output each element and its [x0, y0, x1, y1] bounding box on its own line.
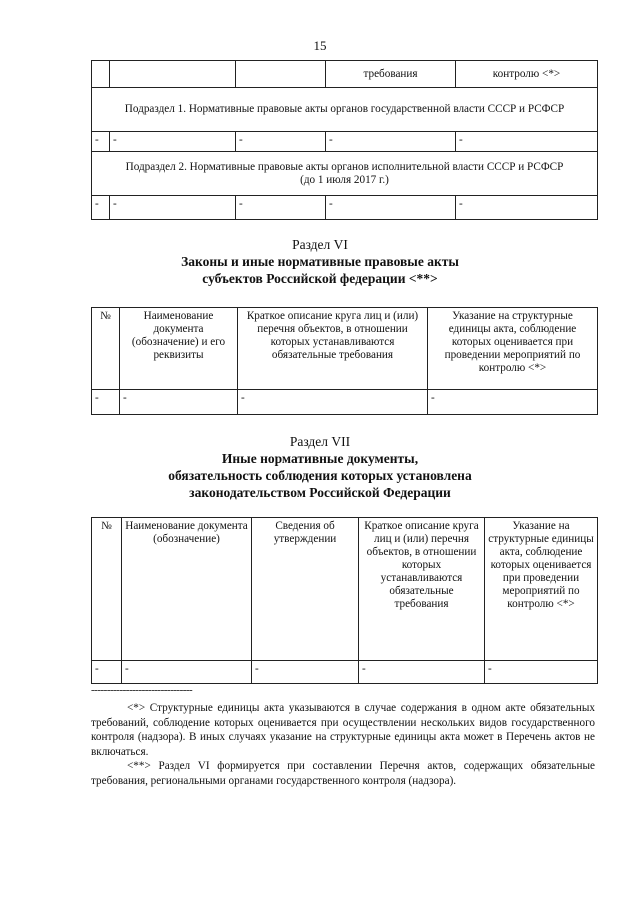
column-header: Наименование документа (обозначение) и его реквизиты — [120, 308, 238, 390]
table-cell: - — [236, 196, 326, 220]
footnote-2: <**> Раздел VI формируется при составлении Перечня актов, содержащих обязательные требования, региональными органами государственного контроля (надзора). — [91, 760, 595, 787]
section6-label: Раздел VI — [292, 237, 348, 252]
table-cell: контролю <*> — [456, 61, 598, 88]
footnotes — [91, 701, 595, 789]
section5-table — [91, 60, 598, 220]
footnote-separator: -------------------------------- — [91, 684, 193, 696]
table-cell: - — [456, 196, 598, 220]
subsection-row — [92, 88, 598, 132]
section7-title-line2: обязательность соблюдения которых установлена — [168, 468, 472, 483]
table-cell: - — [92, 390, 120, 415]
subsection1-title: Подраздел 1. Нормативные правовые акты органов государственной власти СССР и РСФСР — [92, 88, 598, 132]
table-header-row — [92, 518, 598, 661]
section7-label: Раздел VII — [289, 434, 351, 449]
table-cell: - — [92, 132, 110, 152]
table-cell: - — [110, 196, 236, 220]
table-cell: - — [92, 196, 110, 220]
section7-title-line3: законодательством Российской Федерации — [189, 485, 451, 500]
section6-title-line2: субъектов Российской федерации <**> — [202, 271, 438, 286]
column-header: Сведения об утверждении — [252, 518, 359, 661]
table-cell: - — [485, 661, 598, 684]
table-cell: - — [238, 390, 428, 415]
section7-table — [91, 517, 598, 684]
section6-table — [91, 307, 598, 415]
column-header: Указание на структурные единицы акта, соблюдение которых оценивается при проведении мероприятий по контролю <*> — [485, 518, 598, 661]
table-cell: - — [428, 390, 598, 415]
table-cell: - — [92, 661, 122, 684]
column-header: Указание на структурные единицы акта, соблюдение которых оценивается при проведении мероприятий по контролю <*> — [428, 308, 598, 390]
table-row — [92, 390, 598, 415]
table-cell: - — [110, 132, 236, 152]
table-cell: - — [252, 661, 359, 684]
table-cell — [92, 61, 110, 88]
table-cell: - — [120, 390, 238, 415]
table-header-row — [92, 308, 598, 390]
subsection2-title: Подраздел 2. Нормативные правовые акты органов исполнительной власти СССР и РСФСР (до 1 июля 2017 г.) — [92, 152, 598, 196]
table-cell: - — [326, 132, 456, 152]
table-cell: - — [122, 661, 252, 684]
section6-heading — [0, 236, 640, 287]
section7-heading — [0, 433, 640, 501]
column-header: № — [92, 518, 122, 661]
table-cell: - — [359, 661, 485, 684]
table-cell — [236, 61, 326, 88]
page-number: 15 — [313, 38, 327, 53]
column-header: Краткое описание круга лиц и (или) перечня объектов, в отношении которых устанавливаются обязательные требования — [238, 308, 428, 390]
table-row — [92, 661, 598, 684]
footnote-1: <*> Структурные единицы акта указываются в случае содержания в одном акте обязательных требований, соблюдение которых оценивается при осуществлении нескольких видов государственного контроля (надзора). В иных случаях указание на структурные единицы акта может в Перечень актов не включаться. — [91, 702, 595, 758]
table-cell: - — [456, 132, 598, 152]
table-cell: - — [326, 196, 456, 220]
table-cell — [110, 61, 236, 88]
section6-title-line1: Законы и иные нормативные правовые акты — [181, 254, 459, 269]
table-row — [92, 196, 598, 220]
column-header: Наименование документа (обозначение) — [122, 518, 252, 661]
column-header: Краткое описание круга лиц и (или) перечня объектов, в отношении которых устанавливаются обязательные требования — [359, 518, 485, 661]
subsection-row — [92, 152, 598, 196]
table-row — [92, 61, 598, 88]
table-cell: - — [236, 132, 326, 152]
table-row — [92, 132, 598, 152]
column-header: № — [92, 308, 120, 390]
section7-title-line1: Иные нормативные документы, — [221, 451, 419, 466]
table-cell: требования — [326, 61, 456, 88]
